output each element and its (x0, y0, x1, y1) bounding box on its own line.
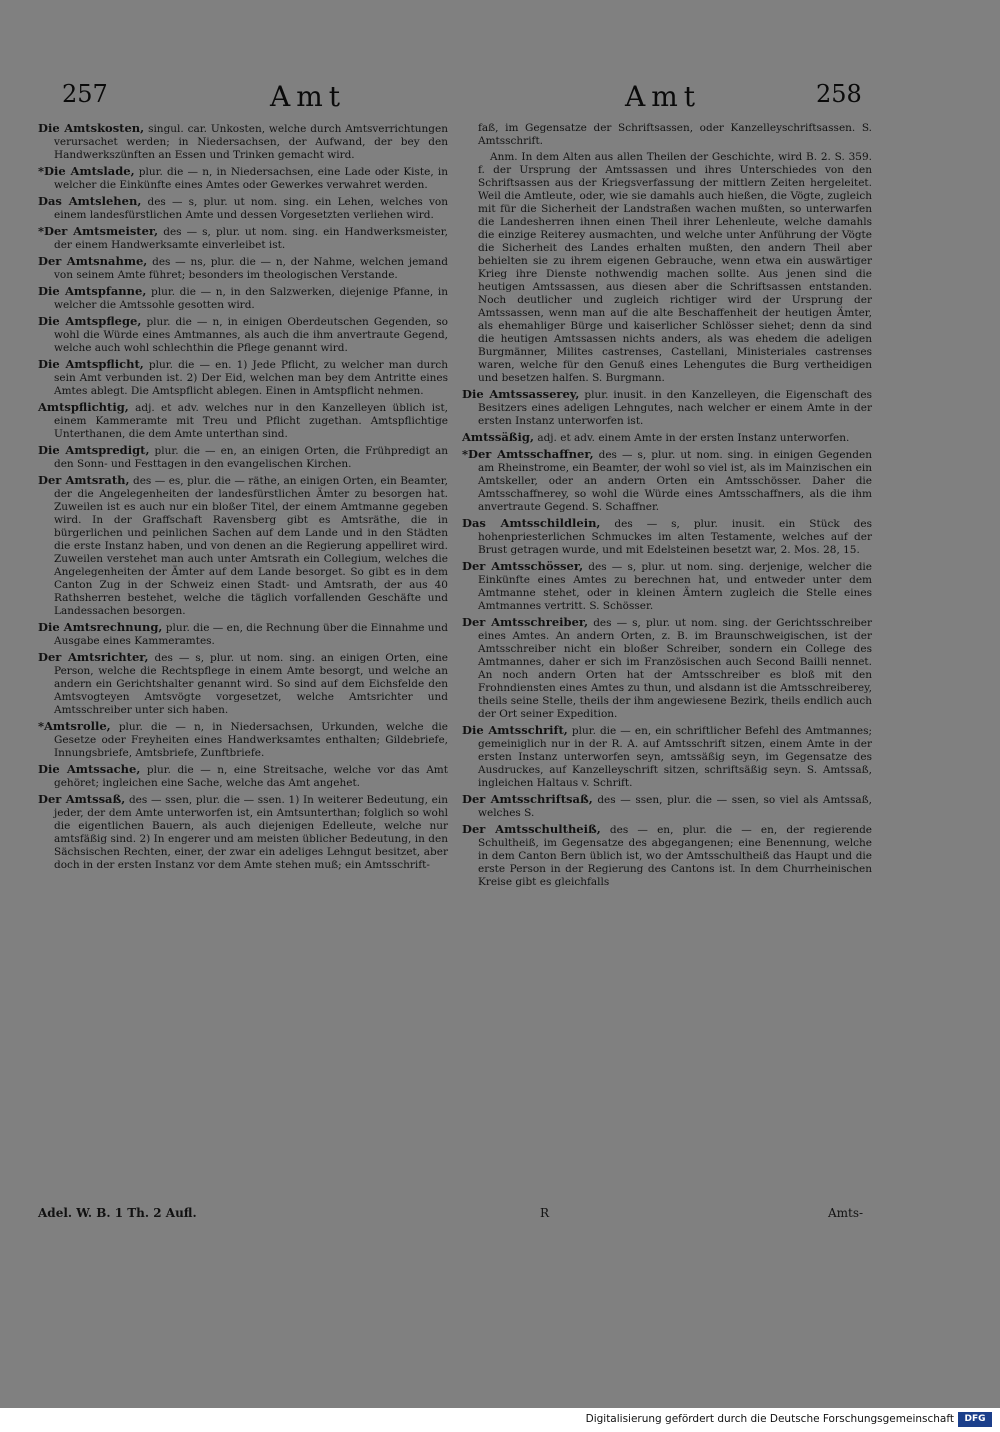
entry-lemma: Das Amtsschildlein, (462, 516, 601, 530)
entry-text: des — s, plur. ut nom. sing. derjenige, welcher die Einkünfte eines Amtes zu berechnen hat, und entweder unter dem Amtmanne stehet, oder in kleinen Ämtern zugleich die Stelle eines Amtmannes vertritt. S. Schösser. (478, 561, 872, 612)
dictionary-entry (462, 122, 872, 148)
entry-lemma: Amtssäßig, (462, 430, 534, 444)
page-number-left: 257 (62, 80, 108, 108)
entry-text: des — s, plur. ut nom. sing. an einigen Orten, eine Person, welche die Rechtspflege in einem Amte besorgt, und welche an andern ein Gerichtshalter genannt wird. So sind auf dem Eichsfelde den Amtsvogteyen Amtsvögte vorgesetzet, welche Amtsrichter und Amtsschreiber unter sich haben. (54, 652, 448, 716)
entry-lemma: Die Amtssasserey, (462, 387, 580, 401)
entry-text: plur. die — n, eine Streitsache, welche vor das Amt gehöret; ingleichen eine Sache, welche das Amt angehet. (54, 764, 448, 789)
page-number-right: 258 (816, 80, 862, 108)
entry-text: Anm. In dem Alten aus allen Theilen der Geschichte, wird B. 2. S. 359. f. der Ursprung der Amtssassen und ihres Unterschiedes von den Schriftsassen aus der Kriegsverfassung der mittlern Zeiten hergeleitet. Weil die Amtleute, oder, wie sie damahls auch hießen, die Vögte, zugleich mit für die Sicherheit der Landstraßen wachen mußten, so unterwarfen die Landesherren ihnen einen Theil ihrer Lehenleute, welche damahls die einzige Reiterey ausmachten, und welche unter Anführung der Vögte die Sicherheit des Landes erhalten mußten, den andern Theil aber behielten sie zu ihrem eigenen Gebrauche, wenn etwa ein auswärtiger Krieg ihre Dienste nothwendig machen sollte. Aus jenen sind die heutigen Amtssassen, aus diesen aber die Schriftsassen entstanden. Noch deutlicher und zugleich richtiger wird der Ursprung der Amtssassen, wenn man auf die alte Beschaffenheit der heutigen Ämter, als ehemahliger Bürge und kaiserlicher Schlösser siehet; denn da sind die heutigen Amtssassen nichts anders, als was ehedem die adeligen Burgmänner, Milites castrenses, Castellani, Ministeriales castrenses waren, welche für den Genuß eines Lehengutes die Burg vertheidigen und besetzen halfen. S. Burgmann. (478, 151, 872, 384)
footer-imprint: Adel. W. B. 1 Th. 2 Aufl. (38, 1206, 197, 1220)
dictionary-entry (38, 720, 448, 760)
entry-text: plur. die — n, in Niedersachsen, eine Lade oder Kiste, in welcher die Einkünfte eines Amtes oder Gewerkes verwahret werden. (54, 166, 448, 191)
dictionary-entry (462, 151, 872, 385)
dictionary-entry (38, 793, 448, 872)
entry-lemma: Die Amtspfanne, (38, 284, 147, 298)
funding-footer (0, 1408, 1000, 1432)
signature-mark: R (540, 1206, 550, 1220)
entry-lemma: Die Amtskosten, (38, 121, 145, 135)
entry-lemma: Der Amtsschösser, (462, 559, 584, 573)
entry-lemma: *Die Amtslade, (38, 164, 135, 178)
right-column (462, 122, 872, 892)
entry-text: singul. car. Unkosten, welche durch Amtsverrichtungen verursachet werden; in Niedersachsen, der Aufwand, der bey den Handwerkszünften an Essen und Trinken gemacht wird. (54, 123, 448, 161)
entry-lemma: *Der Amtsschaffner, (462, 447, 594, 461)
entry-lemma: Der Amtsnahme, (38, 254, 148, 268)
dictionary-entry (462, 823, 872, 889)
entry-text: des — s, plur. ut nom. sing. in einigen Gegenden am Rheinstrome, ein Beamter, der wohl so viel ist, als im Mainzischen ein Amtskeller, oder an andern Orten ein Amtsschösser. Daher die Amtsschaffnerey, so wohl die Würde eines Amtsschaffners, als die ihm anvertraute Gegend. S. Schaffner. (478, 449, 872, 513)
dictionary-entry (38, 401, 448, 441)
entry-lemma: *Der Amtsmeister, (38, 224, 159, 238)
entry-text: des — s, plur. ut nom. sing. der Gerichtsschreiber eines Amtes. An andern Orten, z. B. im Braunschweigischen, ist der Amtsschreiber nicht ein bloßer Schreiber, sondern ein College des Amtmannes, daher er sich im Französischen auch Second Bailli nennet. An noch andern Orten hat der Amtsschreiber es bloß mit den Frohndiensten eines Amtes zu thun, und alsdann ist die Amtsschreiberey, theils seine Stelle, theils der ihm angewiesene Bezirk, theils endlich auch der Ort seiner Expedition. (478, 617, 872, 720)
entry-lemma: Die Amtssache, (38, 762, 141, 776)
running-head-right: Amt (625, 80, 702, 113)
entry-text: des — s, plur. inusit. ein Stück des hohenpriesterlichen Schmuckes im alten Testamente, welches auf der Brust getragen wurde, und mit Edelsteinen besetzt war, 2. Mos. 28, 15. (478, 518, 872, 556)
entry-lemma: Die Amtspflege, (38, 314, 142, 328)
entry-text: plur. die — en, die Rechnung über die Einnahme und Ausgabe eines Kammeramtes. (54, 622, 449, 647)
entry-lemma: Der Amtsschultheiß, (462, 822, 601, 836)
entry-text: des — s, plur. ut nom. sing. ein Handwerksmeister, der einem Handwerksamte einverleibet ist. (54, 226, 448, 251)
entry-text: adj. et adv. einem Amte in der ersten Instanz unterworfen. (537, 432, 850, 444)
running-head-left: Amt (270, 80, 347, 113)
dictionary-entry (38, 122, 448, 162)
dictionary-entry (462, 724, 872, 790)
entry-lemma: Der Amtssaß, (38, 792, 126, 806)
dictionary-entry (38, 195, 448, 222)
dictionary-entry (462, 448, 872, 514)
entry-text: des — en, plur. die — en, der regierende Schultheiß, im Gegensatze des abgegangenen; eine Benennung, welche in dem Canton Bern üblich ist, wo der Amtsschultheiß das Haupt und die erste Person in der Regierung des Cantons ist. In dem Churrheinischen Kreise gibt es gleichfalls (478, 824, 873, 888)
dfg-logo: DFG (958, 1412, 992, 1427)
entry-lemma: Der Amtsrath, (38, 473, 130, 487)
dictionary-entry (462, 431, 872, 445)
dictionary-entry (38, 165, 448, 192)
dictionary-entry (462, 616, 872, 721)
entry-lemma: *Amtsrolle, (38, 719, 111, 733)
dictionary-entry (462, 517, 872, 557)
dictionary-entry (38, 225, 448, 252)
catchword: Amts- (828, 1206, 864, 1220)
entry-text: plur. die — en, an einigen Orten, die Frühpredigt an den Sonn- und Festtagen in den evangelischen Kirchen. (54, 445, 448, 470)
dictionary-entry (38, 255, 448, 282)
entry-lemma: Die Amtsrechnung, (38, 620, 163, 634)
dictionary-entry (462, 560, 872, 613)
entry-text: plur. die — n, in einigen Oberdeutschen Gegenden, so wohl die Würde eines Amtmannes, als auch die ihm anvertraute Gegend, welche auch wohl schlechthin die Pflege genannt wird. (54, 316, 448, 354)
entry-text: plur. die — n, in den Salzwerken, diejenige Pfanne, in welcher die Amtssohle gesotten wird. (54, 286, 448, 311)
entry-lemma: Die Amtsschrift, (462, 723, 568, 737)
dictionary-entry (38, 315, 448, 355)
entry-lemma: Der Amtsschreiber, (462, 615, 589, 629)
dictionary-entry (38, 358, 448, 398)
entry-text: plur. die — en. 1) Jede Pflicht, zu welcher man durch sein Amt verbunden ist. 2) Der Eid, welchen man bey dem Antritte eines Amtes ablegt. Die Amtspflicht ablegen. Einen in Amtspflicht nehmen. (54, 359, 448, 397)
dictionary-entry (38, 763, 448, 790)
entry-lemma: Das Amtslehen, (38, 194, 142, 208)
entry-text: adj. et adv. welches nur in den Kanzelleyen üblich ist, einem Kammeramte mit Treu und Pflicht zugethan. Amtspflichtige Unterthanen, die dem Amte unterthan sind. (54, 402, 448, 440)
entry-text: des — ssen, plur. die — ssen. 1) In weiterer Bedeutung, ein jeder, der dem Amte unterworfen ist, ein Amtsunterthan; folglich so wohl die eigentlichen Bauern, als auch diejenigen Edelleute, welche nur amtsfäßig sind. 2) In engerer und am meisten üblicher Bedeutung, in den Sächsischen Rechten, einer, der zwar ein adeliges Lehngut besitzet, aber doch in der ersten Instanz vor dem Amte stehen muß; ein Amtsschrift- (54, 794, 448, 871)
entry-lemma: Der Amtsrichter, (38, 650, 149, 664)
entry-text: plur. die — n, in Niedersachsen, Urkunden, welche die Gesetze oder Freyheiten eines Handwerksamtes enthalten; Gildebriefe, Innungsbriefe, Amtsbriefe, Zunftbriefe. (54, 721, 448, 759)
entry-lemma: Die Amtspredigt, (38, 443, 150, 457)
entry-text: des — es, plur. die — räthe, an einigen Orten, ein Beamter, der die Angelegenheiten der landesfürstlichen Ämter zu besorgen hat. Zuweilen ist es auch nur ein bloßer Titel, der einem Amtmanne gegeben wird. In der Graffschaft Ravensberg gibt es Amtsräthe, die in bürgerlichen und peinlichen Sachen auf dem Lande und in den Städten die erste Instanz haben, und von denen an die Regierung appelliret wird. Zuweilen verstehet man auch unter Amtsrath ein Collegium, welches die Angelegenheiten der Ämter auf dem Lande besorget. So gibt es in dem Canton Zug in der Schweiz einen Stadt- und Amtsrath, der aus 40 Rathsherren bestehet, welche die täglich vorfallenden Geschäfte und Landessachen besorgen. (54, 475, 448, 617)
entry-lemma: Der Amtsschriftsaß, (462, 792, 593, 806)
dictionary-entry (38, 474, 448, 618)
left-column (38, 122, 448, 875)
entry-text: des — ssen, plur. die — ssen, so viel als Amtssaß, welches S. (478, 794, 873, 819)
dictionary-entry (38, 651, 448, 717)
entry-text: des — s, plur. ut nom. sing. ein Lehen, welches von einem landesfürstlichen Amte und dessen Vorgesetzten verliehen wird. (54, 196, 448, 221)
entry-text: faß, im Gegensatze der Schriftsassen, oder Kanzelleyschriftsassen. S. Amtsschrift. (478, 122, 872, 147)
entry-lemma: Amtspflichtig, (38, 400, 129, 414)
dictionary-entry (38, 285, 448, 312)
dictionary-entry (38, 621, 448, 648)
entry-text: plur. inusit. in den Kanzelleyen, die Eigenschaft des Besitzers eines adeligen Lehngutes, nach welcher er einem Amte in der ersten Instanz unterworfen ist. (478, 389, 872, 427)
entry-lemma: Die Amtspflicht, (38, 357, 144, 371)
dictionary-entry (38, 444, 448, 471)
dictionary-entry (462, 388, 872, 428)
entry-text: des — ns, plur. die — n, der Nahme, welchen jemand von seinem Amte führet; besonders im theologischen Verstande. (54, 256, 448, 281)
entry-text: plur. die — en, ein schriftlicher Befehl des Amtmannes; gemeiniglich nur in der R. A. auf Amtsschrift sitzen, einem Amte in der ersten Instanz unterworfen seyn, amtssäßig seyn, im Gegensatze des Ausdruckes, auf Kanzelleyschrift sitzen, schriftsäßig seyn. S. Amtssaß, ingleichen Haltaus v. Schrift. (478, 725, 872, 789)
funding-text: Digitalisierung gefördert durch die Deutsche Forschungsgemeinschaft (585, 1413, 954, 1425)
dictionary-entry (462, 793, 872, 820)
